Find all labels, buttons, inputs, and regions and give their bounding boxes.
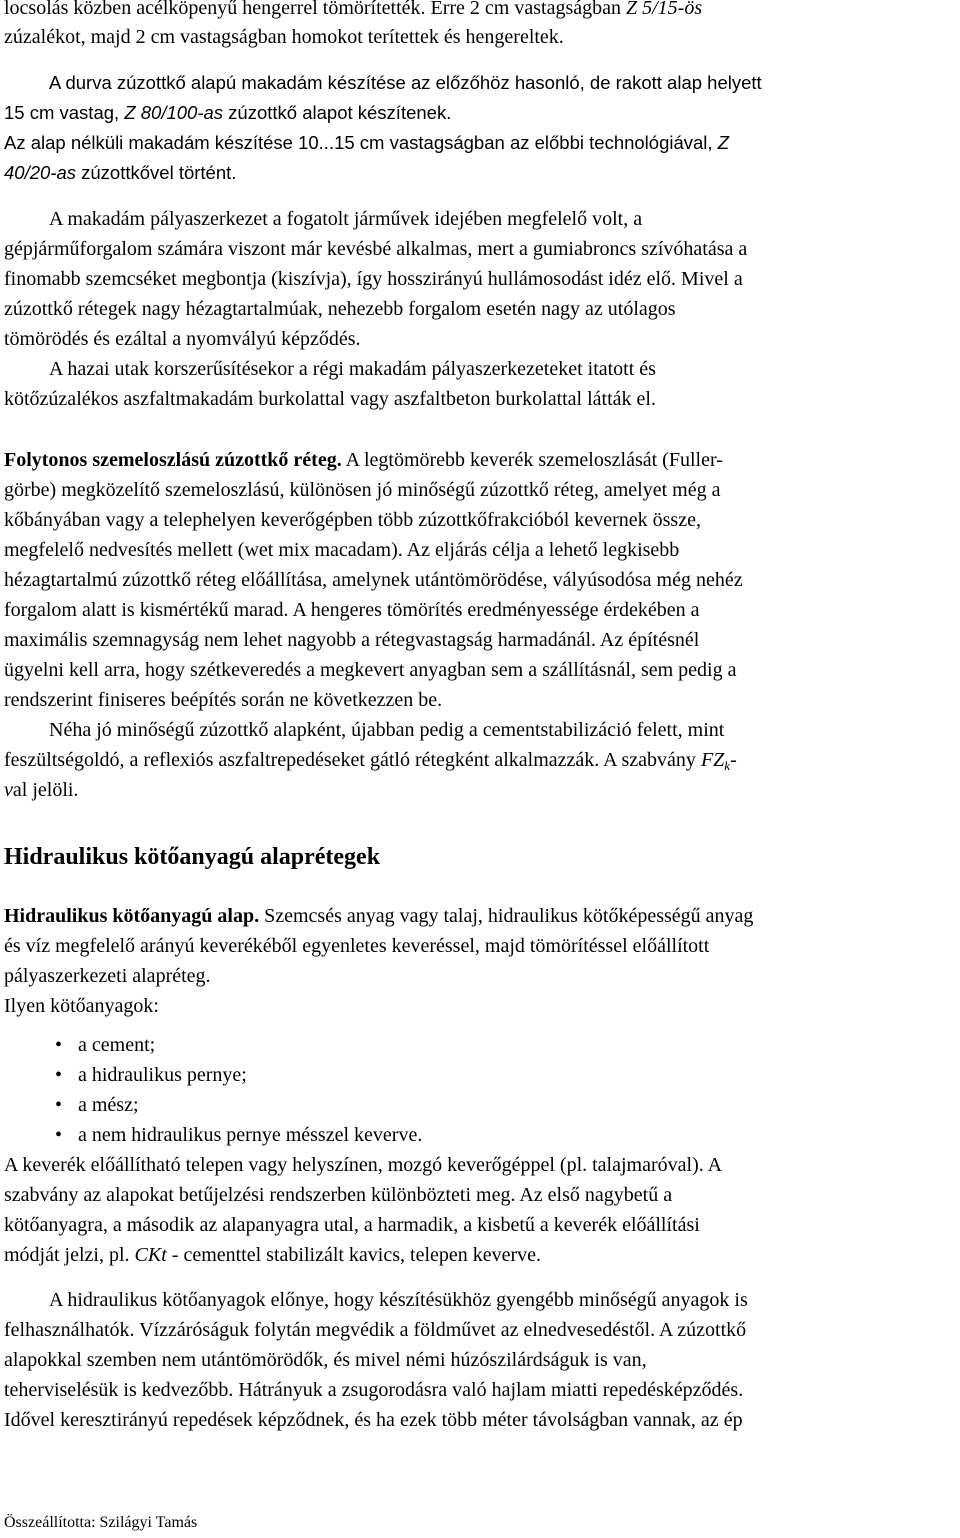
text-line: tömörödés és ezáltal a nyomvályú képződés.	[4, 328, 361, 350]
text-line: pályaszerkezeti alapréteg.	[4, 965, 211, 987]
text-line: A hazai utak korszerűsítésekor a régi makadám pályaszerkezeteket itatott és	[49, 358, 656, 380]
text-line: hézagtartalmú zúzottkő réteg előállítása, amelynek utántömörödése, vályúsodósa még nehéz	[4, 569, 743, 591]
footer-divider	[0, 1508, 55, 1509]
text-line: Folytonos szemeloszlású zúzottkő réteg. A legtömörebb keverék szemeloszlását (Fuller-	[4, 449, 723, 471]
text-line: Ilyen kötőanyagok:	[4, 995, 159, 1017]
text-line: kötőzúzalékos aszfaltmakadám burkolattal vagy aszfaltbeton burkolattal látták el.	[4, 388, 656, 410]
text-line: gépjárműforgalom számára viszont már kevésbé alkalmas, mert a gumiabroncs szívóhatása a	[4, 238, 748, 260]
text-line: 40/20-as zúzottkővel történt.	[4, 162, 237, 183]
bullet-icon: •	[55, 1034, 63, 1056]
text-line: kőbányában vagy a telephelyen keverőgépben több zúzottkőfrakcióból kevernek össze,	[4, 509, 701, 531]
list-item: • a cement;	[55, 1034, 156, 1056]
bullet-icon: •	[55, 1124, 63, 1146]
text-line: teherviselésük is kedvezőbb. Hátrányuk a zsugorodásra való hajlam miatti repedésképződés.	[4, 1379, 744, 1401]
text-line: módját jelzi, pl. CKt - cementtel stabilizált kavics, telepen keverve.	[4, 1244, 542, 1266]
text-line: Idővel keresztirányú repedések képződnek, és ha ezek több méter távolságban vannak, az ép	[4, 1409, 743, 1431]
text-line: megfelelő nedvesítés mellett (wet mix macadam). Az eljárás célja a lehető legkisebb	[4, 539, 680, 561]
section-heading: Hidraulikus kötőanyagú alaprétegek	[4, 844, 381, 870]
text-line: A makadám pályaszerkezet a fogatolt járművek idejében megfelelő volt, a	[49, 208, 643, 230]
text-line: forgalom alatt is kismértékű marad. A hengeres tömörítés eredményessége érdekében a	[4, 599, 700, 621]
text-line: felhasználhatók. Vízzáróságuk folytán megvédik a földművet az elnedvesedéstől. A zúzottkő	[4, 1319, 747, 1341]
list-item: • a mész;	[55, 1094, 139, 1116]
text-line: és víz megfelelő arányú keverékéből egyenletes keveréssel, majd tömörítéssel előállított	[4, 935, 710, 957]
list-item: • a hidraulikus pernye;	[55, 1064, 247, 1086]
text-line: val jelöli.	[4, 779, 79, 801]
text-line: görbe) megközelítő szemeloszlású, különösen jó minőségű zúzottkő réteg, amelyet még a	[4, 479, 721, 501]
text-line: ügyelni kell arra, hogy szétkeveredés a megkevert anyagban sem a szállításnál, sem pedig a	[4, 659, 737, 681]
text-line: A durva zúzottkő alapú makadám készítése az előzőhöz hasonló, de rakott alap helyett	[49, 72, 762, 93]
subsection-title: Folytonos szemeloszlású zúzottkő réteg.	[4, 449, 342, 471]
text-line: finomabb szemcséket megbontja (kiszívja), így hosszirányú hullámosodást idéz elő. Mivel a	[4, 268, 743, 290]
text-line: alapokkal szemben nem utántömörödők, és mivel némi húzószilárdságuk is van,	[4, 1349, 647, 1371]
text-line: kötőanyagra, a második az alapanyagra utal, a harmadik, a kisbetű a keverék előállítási	[4, 1214, 700, 1236]
text-line: rendszerint finiseres beépítés során ne következzen be.	[4, 689, 443, 711]
text-line: A keverék előállítható telepen vagy helyszínen, mozgó keverőgéppel (pl. talajmaróval). A	[4, 1154, 723, 1176]
text-line: feszültségoldó, a reflexiós aszfaltrepedéseket gátló rétegként alkalmazzák. A szabvány $FZ_k-$	[4, 749, 737, 773]
subsection-title: Hidraulikus kötőanyagú alap.	[4, 905, 260, 927]
list-item: • a nem hidraulikus pernye mésszel keverve.	[55, 1124, 423, 1146]
bullet-icon: •	[55, 1094, 63, 1116]
page-footer: Összeállította: Szilágyi Tamás	[4, 1514, 198, 1531]
text-line: Néha jó minőségű zúzottkő alapként, újabban pedig a cementstabilizáció felett, mint	[49, 719, 725, 741]
text-line: 15 cm vastag, Z 80/100-as zúzottkő alapot készítenek.	[4, 102, 452, 123]
text-line: zúzottkő rétegek nagy hézagtartalmúak, nehezebb forgalom esetén nagy az utólagos	[4, 298, 676, 320]
text-line: locsolás közben acélköpenyű hengerrel tömörítették. Erre 2 cm vastagságban Z 5/15-ös	[4, 0, 703, 19]
text-line: zúzalékot, majd 2 cm vastagságban homokot terítettek és hengereltek.	[4, 26, 564, 48]
bullet-icon: •	[55, 1064, 63, 1086]
text-line: Az alap nélküli makadám készítése 10...15 cm vastagságban az előbbi technológiával, Z	[4, 132, 730, 153]
text-line: maximális szemnagyság nem lehet nagyobb a rétegvastagság harmadánál. Az építésnél	[4, 629, 700, 651]
text-line: Hidraulikus kötőanyagú alap. Szemcsés anyag vagy talaj, hidraulikus kötőképességű anyag	[4, 905, 754, 927]
text-line: A hidraulikus kötőanyagok előnye, hogy készítésükhöz gyengébb minőségű anyagok is	[49, 1289, 748, 1311]
text-line: szabvány az alapokat betűjelzési rendszerben különbözteti meg. Az első nagybetű a	[4, 1184, 673, 1206]
